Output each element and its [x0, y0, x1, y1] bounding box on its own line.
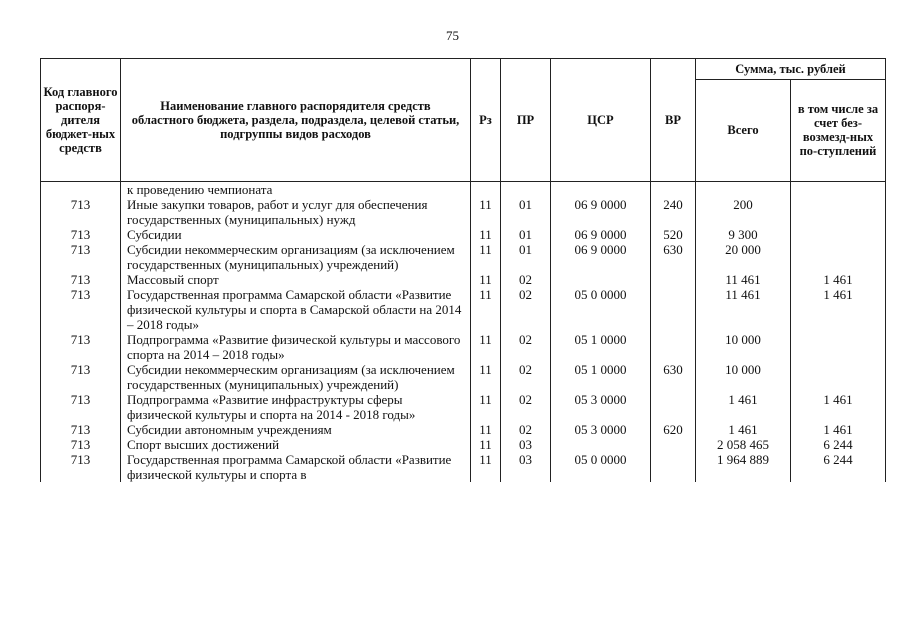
table-row: [41, 272, 886, 287]
header-incl: в том числе за счет без-возмезд-ных по-ступлений: [791, 79, 886, 182]
cell-rz: 11: [471, 452, 501, 482]
table-row: [41, 287, 886, 332]
cell-incl: [791, 242, 886, 272]
cell-pr: [501, 182, 551, 198]
cell-incl: [791, 362, 886, 392]
table-row: [41, 392, 886, 422]
cell-rz: 11: [471, 437, 501, 452]
cell-rz: 11: [471, 392, 501, 422]
cell-total: 20 000: [696, 242, 791, 272]
cell-csr: 05 1 0000: [551, 332, 651, 362]
cell-code: 713: [41, 362, 121, 392]
table-row: [41, 422, 886, 437]
cell-csr: [551, 272, 651, 287]
cell-pr: 02: [501, 287, 551, 332]
cell-pr: 01: [501, 197, 551, 227]
cell-total: 11 461: [696, 287, 791, 332]
cell-vr: [651, 437, 696, 452]
table-header: [41, 59, 886, 182]
cell-incl: 6 244: [791, 452, 886, 482]
cell-vr: 240: [651, 197, 696, 227]
cell-incl: [791, 197, 886, 227]
cell-code: 713: [41, 287, 121, 332]
cell-vr: [651, 452, 696, 482]
cell-pr: 02: [501, 422, 551, 437]
header-sum: Сумма, тыс. рублей: [696, 59, 886, 80]
cell-csr: 05 3 0000: [551, 422, 651, 437]
cell-total: 200: [696, 197, 791, 227]
cell-total: 1 461: [696, 392, 791, 422]
table-row: [41, 437, 886, 452]
cell-rz: 11: [471, 332, 501, 362]
cell-vr: 630: [651, 242, 696, 272]
cell-pr: 01: [501, 242, 551, 272]
cell-incl: 1 461: [791, 392, 886, 422]
cell-name: Иные закупки товаров, работ и услуг для обеспечения государственных (муниципальных) нужд: [121, 197, 471, 227]
cell-pr: 02: [501, 392, 551, 422]
cell-code: 713: [41, 452, 121, 482]
header-total: Всего: [696, 79, 791, 182]
cell-pr: 03: [501, 437, 551, 452]
header-pr: ПР: [501, 59, 551, 182]
cell-total: 10 000: [696, 362, 791, 392]
cell-vr: 620: [651, 422, 696, 437]
table-row: [41, 182, 886, 198]
cell-name: Субсидии некоммерческим организациям (за исключением государственных (муниципальных) учреждений): [121, 362, 471, 392]
cell-csr: 05 1 0000: [551, 362, 651, 392]
table-row: [41, 227, 886, 242]
header-code: Код главного распоря-дителя бюджет-ных средств: [41, 59, 121, 182]
cell-csr: [551, 182, 651, 198]
cell-total: 2 058 465: [696, 437, 791, 452]
cell-incl: 1 461: [791, 287, 886, 332]
cell-pr: 03: [501, 452, 551, 482]
cell-name: Субсидии автономным учреждениям: [121, 422, 471, 437]
cell-code: 713: [41, 197, 121, 227]
cell-incl: [791, 332, 886, 362]
header-rz: Рз: [471, 59, 501, 182]
cell-total: [696, 182, 791, 198]
header-csr: ЦСР: [551, 59, 651, 182]
cell-name: к проведению чемпионата: [121, 182, 471, 198]
cell-rz: 11: [471, 362, 501, 392]
cell-rz: 11: [471, 422, 501, 437]
cell-rz: 11: [471, 242, 501, 272]
cell-total: 9 300: [696, 227, 791, 242]
cell-pr: 01: [501, 227, 551, 242]
cell-total: 10 000: [696, 332, 791, 362]
cell-incl: 1 461: [791, 272, 886, 287]
cell-incl: [791, 182, 886, 198]
cell-csr: 06 9 0000: [551, 227, 651, 242]
table-row: [41, 452, 886, 482]
cell-vr: [651, 287, 696, 332]
cell-incl: [791, 227, 886, 242]
header-vr: ВР: [651, 59, 696, 182]
cell-code: [41, 182, 121, 198]
cell-vr: 630: [651, 362, 696, 392]
table-row: [41, 332, 886, 362]
cell-name: Государственная программа Самарской области «Развитие физической культуры и спорта в: [121, 452, 471, 482]
table-row: [41, 242, 886, 272]
cell-csr: 06 9 0000: [551, 197, 651, 227]
cell-rz: 11: [471, 287, 501, 332]
cell-csr: 05 0 0000: [551, 287, 651, 332]
cell-incl: 6 244: [791, 437, 886, 452]
cell-name: Массовый спорт: [121, 272, 471, 287]
cell-pr: 02: [501, 362, 551, 392]
cell-rz: 11: [471, 272, 501, 287]
cell-vr: 520: [651, 227, 696, 242]
page-number: 75: [446, 28, 459, 43]
cell-vr: [651, 182, 696, 198]
cell-incl: 1 461: [791, 422, 886, 437]
cell-csr: 05 0 0000: [551, 452, 651, 482]
table-row: [41, 362, 886, 392]
cell-rz: 11: [471, 227, 501, 242]
cell-name: Подпрограмма «Развитие инфраструктуры сферы физической культуры и спорта на 2014 - 2018 годы»: [121, 392, 471, 422]
header-name: Наименование главного распорядителя средств областного бюджета, раздела, подраздела, целевой статьи, подгруппы видов расходов: [121, 59, 471, 182]
cell-code: 713: [41, 227, 121, 242]
cell-code: 713: [41, 422, 121, 437]
cell-total: 1 964 889: [696, 452, 791, 482]
cell-code: 713: [41, 437, 121, 452]
cell-vr: [651, 272, 696, 287]
cell-pr: 02: [501, 272, 551, 287]
cell-code: 713: [41, 392, 121, 422]
cell-pr: 02: [501, 332, 551, 362]
cell-name: Подпрограмма «Развитие физической культуры и массового спорта на 2014 – 2018 годы»: [121, 332, 471, 362]
cell-csr: 05 3 0000: [551, 392, 651, 422]
table-row: [41, 197, 886, 227]
table-body: [41, 182, 886, 483]
cell-code: 713: [41, 272, 121, 287]
cell-name: Государственная программа Самарской области «Развитие физической культуры и спорта в Самарской области на 2014 – 2018 годы»: [121, 287, 471, 332]
cell-vr: [651, 332, 696, 362]
cell-rz: 11: [471, 197, 501, 227]
cell-name: Спорт высших достижений: [121, 437, 471, 452]
cell-code: 713: [41, 242, 121, 272]
cell-csr: [551, 437, 651, 452]
cell-total: 11 461: [696, 272, 791, 287]
budget-table: [40, 58, 886, 482]
cell-vr: [651, 392, 696, 422]
cell-total: 1 461: [696, 422, 791, 437]
cell-name: Субсидии некоммерческим организациям (за исключением государственных (муниципальных) учреждений): [121, 242, 471, 272]
cell-rz: [471, 182, 501, 198]
cell-code: 713: [41, 332, 121, 362]
cell-name: Субсидии: [121, 227, 471, 242]
cell-csr: 06 9 0000: [551, 242, 651, 272]
